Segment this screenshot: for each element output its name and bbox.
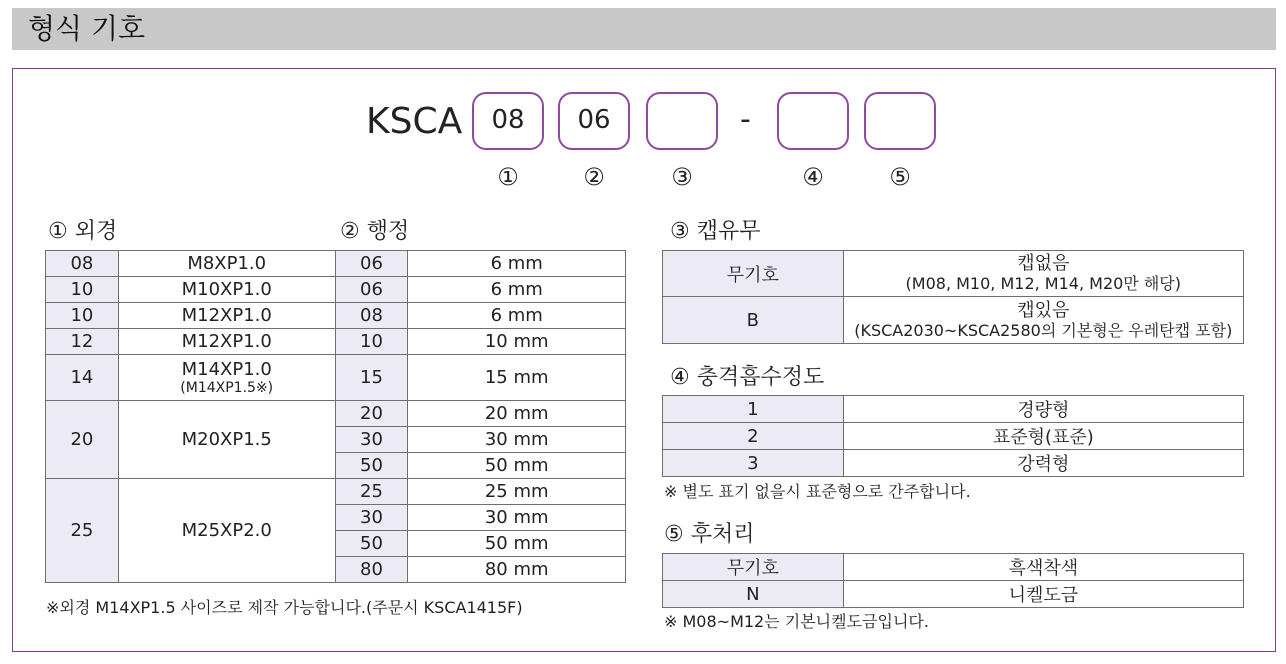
- header-bar: [12, 8, 1276, 50]
- finish-table: [662, 553, 1244, 608]
- stroke-code: 20: [335, 401, 408, 427]
- absorption-desc: 표준형(표준): [843, 423, 1243, 450]
- code-box-1: 08: [472, 92, 544, 150]
- table-row: [46, 355, 626, 401]
- stroke-code: 06: [335, 251, 408, 277]
- od-spec: M25XP2.0: [118, 479, 335, 583]
- stroke-value: 50 mm: [408, 531, 626, 557]
- stroke-code: 30: [335, 505, 408, 531]
- stroke-code: 50: [335, 531, 408, 557]
- stroke-value: 50 mm: [408, 453, 626, 479]
- table-row: [663, 554, 1244, 581]
- cap-desc-main: 캡없음: [1017, 253, 1070, 274]
- code-number-2: ②: [583, 163, 605, 191]
- od-code: 14: [46, 355, 119, 401]
- finish-desc: 흑색착색: [843, 554, 1243, 581]
- note-absorption: ※ 별도 표기 없을시 표준형으로 간주합니다.: [664, 482, 971, 501]
- table-row: [46, 277, 626, 303]
- table-row: [663, 251, 1244, 297]
- od-spec: M8XP1.0: [118, 251, 335, 277]
- od-spec: M10XP1.0: [118, 277, 335, 303]
- od-code: 10: [46, 277, 119, 303]
- stroke-value: 80 mm: [408, 557, 626, 583]
- absorption-code: 1: [663, 396, 844, 423]
- code-dash: -: [740, 102, 751, 137]
- section-title-stroke: ② 행정: [340, 219, 410, 244]
- table-row: [46, 401, 626, 427]
- code-number-1: ①: [497, 163, 519, 191]
- od-code: 20: [46, 401, 119, 479]
- stroke-code: 25: [335, 479, 408, 505]
- spec-table-left: [45, 250, 626, 583]
- stroke-value: 20 mm: [408, 401, 626, 427]
- stroke-code: 06: [335, 277, 408, 303]
- cap-desc-sub: (M08, M10, M12, M14, M20만 해당): [905, 274, 1181, 293]
- code-number-4: ④: [802, 163, 824, 191]
- stroke-code: 08: [335, 303, 408, 329]
- od-spec: M12XP1.0: [118, 303, 335, 329]
- od-code: 10: [46, 303, 119, 329]
- table-row: [46, 329, 626, 355]
- table-row: [663, 396, 1244, 423]
- cap-desc-main: 캡있음: [1017, 299, 1070, 321]
- table-row: [663, 450, 1244, 477]
- table-row: [663, 423, 1244, 450]
- stroke-code: 50: [335, 453, 408, 479]
- table-row: [46, 251, 626, 277]
- od-spec-main: M14XP1.0: [181, 358, 272, 380]
- cap-desc-sub: (KSCA2030~KSCA2580의 기본형은 우레탄캡 포함): [854, 320, 1233, 340]
- page-title: 형식 기호: [28, 12, 146, 45]
- code-number-3: ③: [671, 163, 693, 191]
- stroke-value: 25 mm: [408, 479, 626, 505]
- table-row: [663, 297, 1244, 344]
- absorption-desc: 경량형: [843, 396, 1243, 423]
- finish-code: 무기호: [663, 554, 844, 581]
- stroke-code: 10: [335, 329, 408, 355]
- stroke-value: 30 mm: [408, 427, 626, 453]
- cap-desc: [843, 297, 1243, 344]
- absorption-code: 3: [663, 450, 844, 477]
- stroke-value: 15 mm: [408, 355, 626, 401]
- stroke-value: 6 mm: [408, 251, 626, 277]
- finish-code: N: [663, 581, 844, 608]
- od-spec: [118, 355, 335, 401]
- stroke-code: 30: [335, 427, 408, 453]
- od-spec: M20XP1.5: [118, 401, 335, 479]
- model-prefix: KSCA: [366, 101, 463, 142]
- note-outer-diameter: ※외경 M14XP1.5 사이즈로 제작 가능합니다.(주문시 KSCA1415F): [46, 598, 523, 617]
- section-title-finish: ⑤ 후처리: [664, 522, 755, 547]
- stroke-code: 80: [335, 557, 408, 583]
- code-box-5: [864, 92, 936, 150]
- stroke-code: 15: [335, 355, 408, 401]
- od-spec-sub: (M14XP1.5※): [180, 379, 274, 396]
- stroke-value: 10 mm: [408, 329, 626, 355]
- section-title-cap: ③ 캡유무: [670, 219, 761, 244]
- code-number-5: ⑤: [889, 163, 911, 191]
- table-row: [663, 581, 1244, 608]
- finish-desc: 니켈도금: [843, 581, 1243, 608]
- od-code: 12: [46, 329, 119, 355]
- od-code: 25: [46, 479, 119, 583]
- code-box-3: [646, 92, 718, 150]
- stroke-value: 6 mm: [408, 303, 626, 329]
- absorption-code: 2: [663, 423, 844, 450]
- cap-code: 무기호: [663, 251, 844, 297]
- code-box-4: [777, 92, 849, 150]
- section-title-outer-diameter: ① 외경: [48, 219, 118, 244]
- absorption-table: [662, 395, 1244, 477]
- section-title-absorption: ④ 충격흡수정도: [670, 365, 825, 390]
- stroke-value: 30 mm: [408, 505, 626, 531]
- note-finish: ※ M08~M12는 기본니켈도금입니다.: [664, 612, 929, 631]
- cap-table: [662, 250, 1244, 344]
- code-box-2: 06: [558, 92, 630, 150]
- od-code: 08: [46, 251, 119, 277]
- table-row: [46, 479, 626, 505]
- cap-desc: [843, 251, 1243, 297]
- cap-code: B: [663, 297, 844, 344]
- stroke-value: 6 mm: [408, 277, 626, 303]
- absorption-desc: 강력형: [843, 450, 1243, 477]
- table-row: [46, 303, 626, 329]
- od-spec: M12XP1.0: [118, 329, 335, 355]
